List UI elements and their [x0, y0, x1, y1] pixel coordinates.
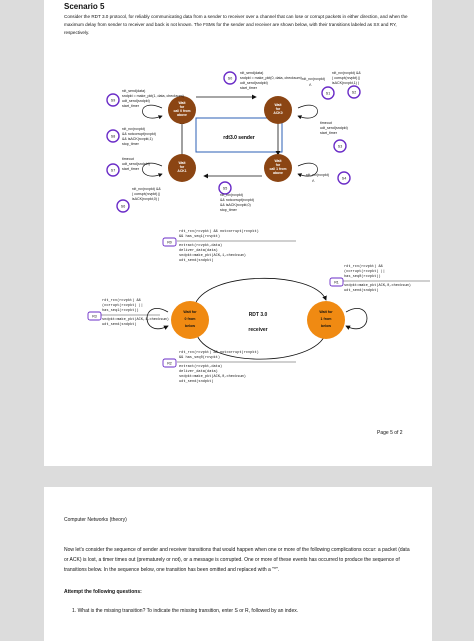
- svg-text:R0: R0: [167, 240, 172, 245]
- svg-text:for: for: [275, 163, 281, 167]
- attempt-heading: Attempt the following questions:: [64, 589, 142, 595]
- transition-s3-text: [320, 121, 348, 135]
- svg-text:S8: S8: [110, 134, 116, 139]
- transition-s2-badge: [348, 86, 360, 98]
- svg-text:start_timer: start_timer: [320, 131, 337, 135]
- svg-text:&& isACK(rcvpkt,1): && isACK(rcvpkt,1): [122, 137, 153, 141]
- svg-text:&& isACK(rcvpkt,0): && isACK(rcvpkt,0): [220, 203, 251, 207]
- sender-fsm: [107, 71, 361, 212]
- sender-state-wait-call0: [168, 96, 196, 124]
- receiver-fsm: [88, 229, 430, 384]
- svg-text:1 from: 1 from: [320, 317, 332, 321]
- svg-text:udt_send(sndpkt): udt_send(sndpkt): [179, 259, 214, 263]
- svg-text:rdt_rcv(rcvpkt): rdt_rcv(rcvpkt): [220, 193, 243, 197]
- svg-text:udt_send(sndpkt): udt_send(sndpkt): [320, 126, 348, 130]
- transition-s0-badge: [224, 72, 236, 84]
- svg-text:(corrupt(rcvpkt) ||: (corrupt(rcvpkt) ||: [102, 304, 143, 308]
- svg-text:udt_send(sndpkt): udt_send(sndpkt): [240, 81, 268, 85]
- document-page-2: [44, 487, 432, 641]
- transition-s1-badge: [322, 87, 334, 99]
- svg-text:rdt_rcv(rcvpkt): rdt_rcv(rcvpkt): [302, 77, 325, 81]
- svg-text:isACK(rcvpkt,1) ): isACK(rcvpkt,1) ): [332, 81, 360, 85]
- svg-text:&& has_seq1(rcvpkt): && has_seq1(rcvpkt): [179, 235, 220, 239]
- transition-s2-text: [332, 71, 361, 85]
- svg-text:below: below: [184, 324, 196, 328]
- svg-text:Wait for: Wait for: [183, 310, 197, 314]
- transition-s9-badge: [107, 94, 119, 106]
- svg-text:rdt_send(data): rdt_send(data): [122, 89, 146, 93]
- question-number: 1.: [72, 608, 77, 614]
- transition-r2-badge: [163, 359, 176, 367]
- question-1: [72, 606, 412, 616]
- svg-text:Λ: Λ: [309, 83, 312, 87]
- svg-text:rdt_rcv(rcvpkt) &&: rdt_rcv(rcvpkt) &&: [102, 299, 141, 303]
- document-page-1: [44, 0, 432, 466]
- svg-text:deliver_data(data): deliver_data(data): [179, 370, 218, 374]
- svg-text:Wait: Wait: [274, 103, 282, 107]
- course-title: Computer Networks (theory): [64, 517, 127, 523]
- svg-text:rdt_rcv(rcvpkt) &&: rdt_rcv(rcvpkt) &&: [344, 265, 383, 269]
- scenario-title: Scenario 5: [64, 2, 105, 11]
- svg-text:call 0 from: call 0 from: [173, 109, 191, 113]
- svg-text:below: below: [320, 324, 332, 328]
- svg-text:S7: S7: [110, 168, 116, 173]
- svg-text:S0: S0: [227, 76, 233, 81]
- receiver-state-wait-1: [307, 301, 345, 339]
- transition-s4-text: [306, 173, 329, 183]
- svg-text:stop_timer: stop_timer: [220, 208, 237, 212]
- svg-text:ACK1: ACK1: [177, 169, 187, 173]
- svg-text:&& notcorrupt(rcvpkt): && notcorrupt(rcvpkt): [122, 132, 156, 136]
- svg-text:for: for: [275, 107, 281, 111]
- svg-text:S9: S9: [110, 98, 116, 103]
- svg-text:S1: S1: [325, 91, 331, 96]
- svg-text:start_timer: start_timer: [122, 104, 139, 108]
- svg-text:deliver_data(data): deliver_data(data): [179, 249, 218, 253]
- svg-text:0 from: 0 from: [184, 317, 196, 321]
- scenario-paragraph: Now let's consider the sequence of sender and receiver transitions that would happen when one or more of the following complications occur: a packet (data or ACK) is lost, a timer times out (prematurely or not), or a message is corrupted. One or more of these events has occurred to produce the sequence of transitions below. In the sequence below, one transition has been omitted and replaced with a "*".: [64, 547, 410, 573]
- svg-text:rdt_send(data): rdt_send(data): [240, 71, 264, 75]
- question-text: What is the missing transition? To indicate the missing transition, enter S or R, followed by an index.: [77, 608, 299, 614]
- svg-text:udt_send(sndpkt): udt_send(sndpkt): [122, 99, 150, 103]
- svg-text:rdt_rcv(rcvpkt): rdt_rcv(rcvpkt): [306, 173, 329, 177]
- svg-text:S4: S4: [341, 176, 347, 181]
- svg-text:above: above: [177, 113, 187, 117]
- svg-text:rdt_rcv(rcvpkt) &&: rdt_rcv(rcvpkt) &&: [332, 71, 361, 75]
- transition-s8-badge: [107, 130, 119, 142]
- transition-s6-text: [132, 187, 161, 201]
- fsm-diagrams: [44, 0, 432, 466]
- transition-r1-text: [342, 264, 430, 293]
- svg-text:sndpkt=make_pkt(ACK,1,checksum: sndpkt=make_pkt(ACK,1,checksum): [102, 318, 169, 322]
- svg-text:sndpkt=make_pkt(ACK,0,checksum: sndpkt=make_pkt(ACK,0,checksum): [179, 375, 246, 379]
- svg-text:sndpkt = make_pkt(1, data, che: sndpkt = make_pkt(1, data, checksum): [122, 94, 184, 98]
- svg-text:timeout: timeout: [122, 157, 134, 161]
- receiver-state-wait-0: [171, 301, 209, 339]
- receiver-center-label: RDT 3.0: [248, 312, 268, 318]
- transition-r0-badge: [163, 238, 176, 246]
- sender-state-wait-call1: [264, 154, 292, 182]
- svg-text:above: above: [273, 171, 283, 175]
- svg-text:isACK(rcvpkt,0) ): isACK(rcvpkt,0) ): [132, 197, 160, 201]
- transition-s1-text: [302, 77, 325, 87]
- transition-s7-text: [122, 157, 150, 171]
- svg-text:for: for: [179, 105, 185, 109]
- scenario-intro: Consider the RDT 3.0 protocol, for reliably communicating data from a sender to receiver over a channel that can lose or corrupt packets in either direction, and when the maximum delay from sender to receiver and back is not known. The FSMs for the sender and receiver are shown below, with their transitions labeled as SX and RY, respectively.: [64, 14, 408, 35]
- svg-text:S5: S5: [222, 186, 228, 191]
- svg-text:has_seq1(rcvpkt)): has_seq1(rcvpkt)): [102, 309, 139, 313]
- svg-text:Wait: Wait: [178, 161, 186, 165]
- transition-r1-badge: [330, 278, 343, 286]
- svg-text:Wait for: Wait for: [319, 310, 333, 314]
- transition-s4-badge: [338, 172, 350, 184]
- svg-text:for: for: [179, 165, 185, 169]
- receiver-center-label-2: receiver: [248, 327, 268, 333]
- transition-s6-badge: [117, 200, 129, 212]
- svg-text:stop_timer: stop_timer: [122, 142, 139, 146]
- svg-text:call 1 from: call 1 from: [269, 167, 287, 171]
- svg-text:S3: S3: [337, 144, 343, 149]
- svg-text:(corrupt(rcvpkt) ||: (corrupt(rcvpkt) ||: [344, 270, 385, 274]
- svg-text:rdt_rcv(rcvpkt) && notcorrupt(: rdt_rcv(rcvpkt) && notcorrupt(rcvpkt): [179, 351, 259, 355]
- svg-text:ACK0: ACK0: [273, 111, 283, 115]
- svg-text:rdt_rcv(rcvpkt) && notcorrupt(: rdt_rcv(rcvpkt) && notcorrupt(rcvpkt): [179, 230, 259, 234]
- svg-text:start_timer: start_timer: [240, 86, 257, 90]
- transition-s7-badge: [107, 164, 119, 176]
- transition-r0-text: [177, 229, 296, 263]
- svg-text:rdt_rcv(rcvpkt): rdt_rcv(rcvpkt): [122, 127, 145, 131]
- svg-text:sndpkt=make_pkt(ACK,1,checksum: sndpkt=make_pkt(ACK,1,checksum): [179, 254, 246, 258]
- svg-text:( corrupt(rcvpkt) ||: ( corrupt(rcvpkt) ||: [332, 76, 361, 80]
- transition-s8-text: [122, 127, 156, 146]
- svg-text:extract(rcvpkt,data): extract(rcvpkt,data): [179, 365, 223, 369]
- svg-text:Wait: Wait: [178, 101, 186, 105]
- svg-text:has_seq0(rcvpkt)): has_seq0(rcvpkt)): [344, 275, 381, 279]
- svg-text:( corrupt(rcvpkt) ||: ( corrupt(rcvpkt) ||: [132, 192, 161, 196]
- svg-text:sndpkt = make_pkt(0, data, che: sndpkt = make_pkt(0, data, checksum): [240, 76, 302, 80]
- svg-text:R2: R2: [167, 361, 172, 366]
- sender-center-label: rdt3.0 sender: [223, 135, 255, 141]
- svg-text:timeout: timeout: [320, 121, 332, 125]
- svg-text:start_timer: start_timer: [122, 167, 139, 171]
- transition-r3-text: [100, 298, 169, 327]
- svg-text:R1: R1: [334, 280, 339, 285]
- transition-s0-text: [240, 71, 302, 90]
- transition-s3-badge: [334, 140, 346, 152]
- svg-text:&& notcorrupt(rcvpkt): && notcorrupt(rcvpkt): [220, 198, 254, 202]
- sender-state-wait-ack1: [168, 154, 196, 182]
- transition-r2-text: [177, 350, 296, 384]
- page-number: Page 5 of 2: [377, 430, 403, 436]
- svg-text:S6: S6: [120, 204, 126, 209]
- svg-text:extract(rcvpkt,data): extract(rcvpkt,data): [179, 244, 223, 248]
- svg-text:udt_send(sndpkt): udt_send(sndpkt): [344, 289, 379, 293]
- svg-text:&& has_seq0(rcvpkt): && has_seq0(rcvpkt): [179, 356, 220, 360]
- svg-text:sndpkt=make_pkt(ACK,0,checksum: sndpkt=make_pkt(ACK,0,checksum): [344, 284, 411, 288]
- svg-text:rdt_rcv(rcvpkt) &&: rdt_rcv(rcvpkt) &&: [132, 187, 161, 191]
- svg-text:S2: S2: [351, 90, 357, 95]
- svg-text:udt_send(sndpkt): udt_send(sndpkt): [122, 162, 150, 166]
- transition-s5-text: [220, 193, 254, 212]
- transition-r3-badge: [88, 312, 101, 320]
- svg-text:udt_send(sndpkt): udt_send(sndpkt): [102, 323, 137, 327]
- svg-text:Wait: Wait: [274, 159, 282, 163]
- svg-text:udt_send(sndpkt): udt_send(sndpkt): [179, 380, 214, 384]
- svg-text:Λ: Λ: [312, 179, 315, 183]
- svg-text:R3: R3: [92, 314, 97, 319]
- sender-state-wait-ack0: [264, 96, 292, 124]
